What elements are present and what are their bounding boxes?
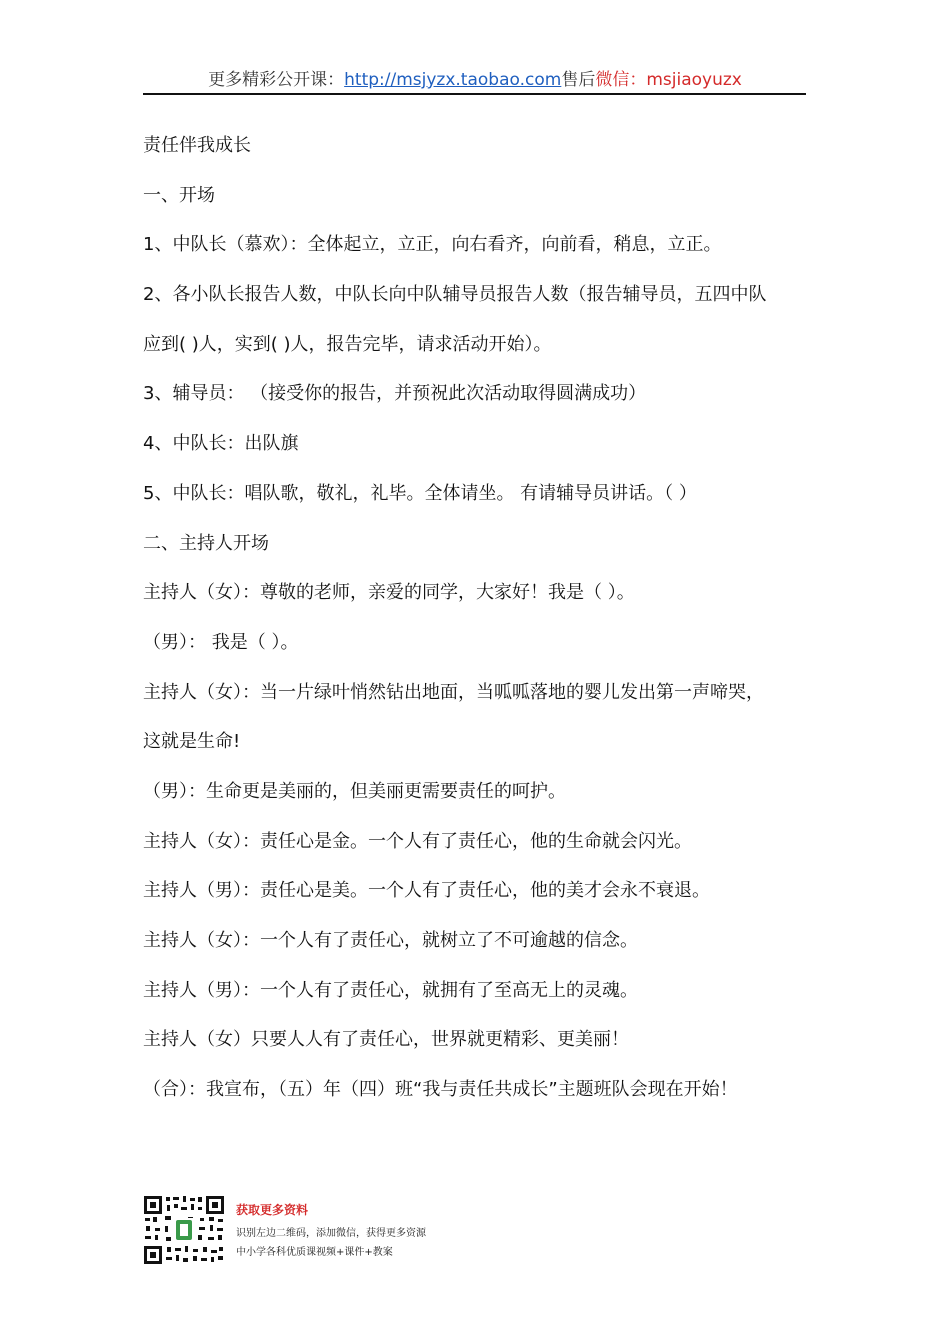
text-line: 主持人（女）只要人人有了责任心，世界就更精彩、更美丽！	[143, 1029, 629, 1051]
text-line: （男）：生命更是美丽的，但美丽更需要责任的呵护。	[143, 780, 566, 802]
text-line: 主持人（女）：责任心是金。一个人有了责任心，他的生命就会闪光。	[143, 830, 692, 852]
text-line: 3、辅导员： （接受你的报告，并预祝此次活动取得圆满成功）	[143, 383, 647, 405]
text-line: 5、中队长：唱队歌，敬礼，礼毕。全体请坐。 有请辅导员讲话。（ ）	[143, 482, 697, 504]
text-line: 主持人（女）：一个人有了责任心，就树立了不可逾越的信念。	[143, 930, 638, 951]
footer-line-2: 中小学各科优质课视频+课件+教案	[236, 1247, 393, 1258]
text-line: 4、中队长：出队旗	[143, 433, 299, 455]
section-heading: 一、开场	[143, 184, 215, 206]
text-line: （合）：我宣布，（五）年（四）班“我与责任共成长”主题班队会现在开始！	[143, 1079, 738, 1101]
text-line: （男）： 我是（ ）。	[143, 631, 299, 653]
footer-promo	[143, 1195, 543, 1267]
text-line: 主持人（女）：当一片绿叶悄然钻出地面，当呱呱落地的婴儿发出第一声啼哭，	[143, 681, 764, 703]
text-line: 1、中队长（慕欢）：全体起立，立正，向右看齐，向前看，稍息，立正。	[143, 234, 722, 256]
text-line: 这就是生命!	[143, 731, 241, 753]
page-header	[0, 68, 950, 92]
after-sale-label: 售后	[561, 70, 596, 90]
document-title: 责任伴我成长	[143, 135, 251, 156]
footer-line-1: 识别左边二维码，添加微信，获得更多资源	[236, 1228, 426, 1239]
wechat-label: 微信：	[595, 70, 647, 90]
qr-code[interactable]	[143, 1195, 225, 1265]
text-line: 主持人（男）：一个人有了责任心，就拥有了至高无上的灵魂。	[143, 979, 638, 1001]
header-label: 更多精彩公开课：	[208, 70, 345, 90]
document-body	[143, 128, 833, 1122]
footer-title: 获取更多资料	[236, 1203, 309, 1217]
text-line: 2、各小队长报告人数，中队长向中队辅导员报告人数（报告辅导员，五四中队	[143, 284, 767, 306]
text-line: 应到( )人，实到( )人，报告完毕，请求活动开始）。	[143, 333, 552, 355]
shop-link[interactable]: http://msjyzx.taobao.com	[344, 70, 562, 90]
text-line: 主持人（男）：责任心是美。一个人有了责任心，他的美才会永不衰退。	[143, 880, 710, 902]
header-divider	[143, 93, 806, 95]
wechat-id: msjiaoyuzx	[646, 70, 742, 90]
section-heading: 二、主持人开场	[143, 532, 269, 554]
text-line: 主持人（女）：尊敬的老师，亲爱的同学，大家好！我是（ ）。	[143, 582, 635, 604]
